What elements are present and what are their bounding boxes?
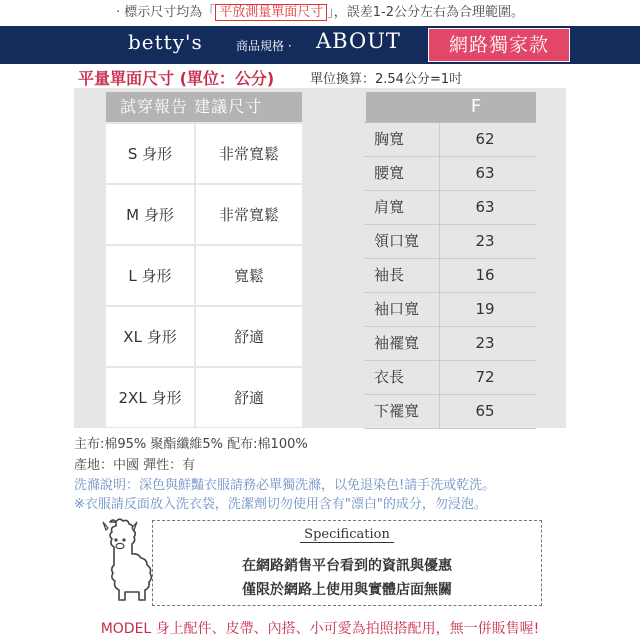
measurement-name: 袖襬寬 xyxy=(364,327,440,360)
fit-row xyxy=(106,124,302,183)
fit-cell: 舒適 xyxy=(196,307,302,366)
measurement-value: 62 xyxy=(475,130,495,148)
measurement-row xyxy=(364,225,536,259)
measurement-name: 下襬寬 xyxy=(364,395,440,428)
fit-cell: 寬鬆 xyxy=(196,246,302,305)
brand-banner xyxy=(0,26,640,64)
specification-title-text: Specification xyxy=(300,527,394,543)
about-label: ABOUT xyxy=(316,29,401,53)
measurement-value: 23 xyxy=(475,334,495,352)
material-info: 主布:棉95% 聚酯纖維5% 配布:棉100% xyxy=(74,437,308,452)
size-f-label: F xyxy=(470,96,482,117)
size-f-header xyxy=(366,92,536,122)
online-exclusive-badge: 網路獨家款 xyxy=(428,28,570,62)
measurement-name: 袖長 xyxy=(364,259,440,292)
measurement-value: 16 xyxy=(475,266,495,284)
fit-row xyxy=(106,246,302,305)
body-type-cell: M 身形 xyxy=(106,185,194,244)
measurement-row xyxy=(364,293,536,327)
fit-row xyxy=(106,368,302,427)
body-type-cell: 2XL 身形 xyxy=(106,368,194,427)
measurement-value: 19 xyxy=(475,300,495,318)
fit-report-header: 試穿報告 建議尺寸 xyxy=(106,92,302,122)
fit-cell: 舒適 xyxy=(196,368,302,427)
measurement-row xyxy=(364,395,536,429)
wash-instructions: 洗滌說明：深色與鮮豔衣服請務必單獨洗滌，以免退染色!請手洗或乾洗。 xyxy=(74,478,496,493)
measurement-row xyxy=(364,191,536,225)
fit-row xyxy=(106,307,302,366)
measurement-name: 肩寬 xyxy=(364,191,440,224)
body-type-cell: S 身形 xyxy=(106,124,194,183)
measurement-row xyxy=(364,157,536,191)
measurement-value: 63 xyxy=(475,164,495,182)
body-type-cell: XL 身形 xyxy=(106,307,194,366)
store-note-line: 僅限於網路上使用與實體店面無關 xyxy=(242,582,452,598)
measurement-row xyxy=(364,259,536,293)
measurement-table xyxy=(364,122,536,429)
body-type-cell: L 身形 xyxy=(106,246,194,305)
specification-box xyxy=(152,520,542,606)
measurement-name: 袖口寬 xyxy=(364,293,440,326)
fit-cell: 非常寬鬆 xyxy=(196,185,302,244)
specification-title xyxy=(153,527,541,542)
unit-conversion: 單位換算：2.54公分=1吋 xyxy=(310,72,463,87)
origin-info: 產地：中國 彈性：有 xyxy=(74,458,196,473)
measurement-name: 腰寬 xyxy=(364,157,440,190)
measurement-value: 65 xyxy=(475,402,495,420)
measurement-row xyxy=(364,123,536,157)
measurement-value: 72 xyxy=(475,368,495,386)
wash-warning: ※衣服請反面放入洗衣袋，洗潔劑切勿使用含有"漂白"的成分，勿浸泡。 xyxy=(74,497,487,512)
disclaimer-prefix: · 標示尺寸均為「 xyxy=(115,5,216,20)
measurement-name: 領口寬 xyxy=(364,225,440,258)
fit-cell: 非常寬鬆 xyxy=(196,124,302,183)
online-info-line: 在網路銷售平台看到的資訊與優惠 xyxy=(242,558,452,574)
measurement-value: 23 xyxy=(475,232,495,250)
alpaca-mascot-icon xyxy=(80,516,156,616)
disclaimer-highlight: 平放測量單面尺寸 xyxy=(215,4,327,21)
fit-row xyxy=(106,185,302,244)
size-disclaimer xyxy=(0,0,640,26)
size-section-title: 平量單面尺寸 (單位：公分) xyxy=(78,69,275,88)
measurement-name: 胸寬 xyxy=(364,123,440,156)
product-spec-label: 商品規格 · xyxy=(236,39,292,53)
measurement-row xyxy=(364,327,536,361)
brand-logo: betty's xyxy=(128,30,203,54)
disclaimer-suffix: 」，誤差1-2公分左右為合理範圍。 xyxy=(327,5,524,20)
model-accessories-note: MODEL 身上配件、皮帶、內搭、小可愛為拍照搭配用，無一併販售喔! xyxy=(100,621,540,637)
measurement-value: 63 xyxy=(475,198,495,216)
measurement-name: 衣長 xyxy=(364,361,440,394)
fit-report-table xyxy=(106,124,302,429)
measurement-row xyxy=(364,361,536,395)
